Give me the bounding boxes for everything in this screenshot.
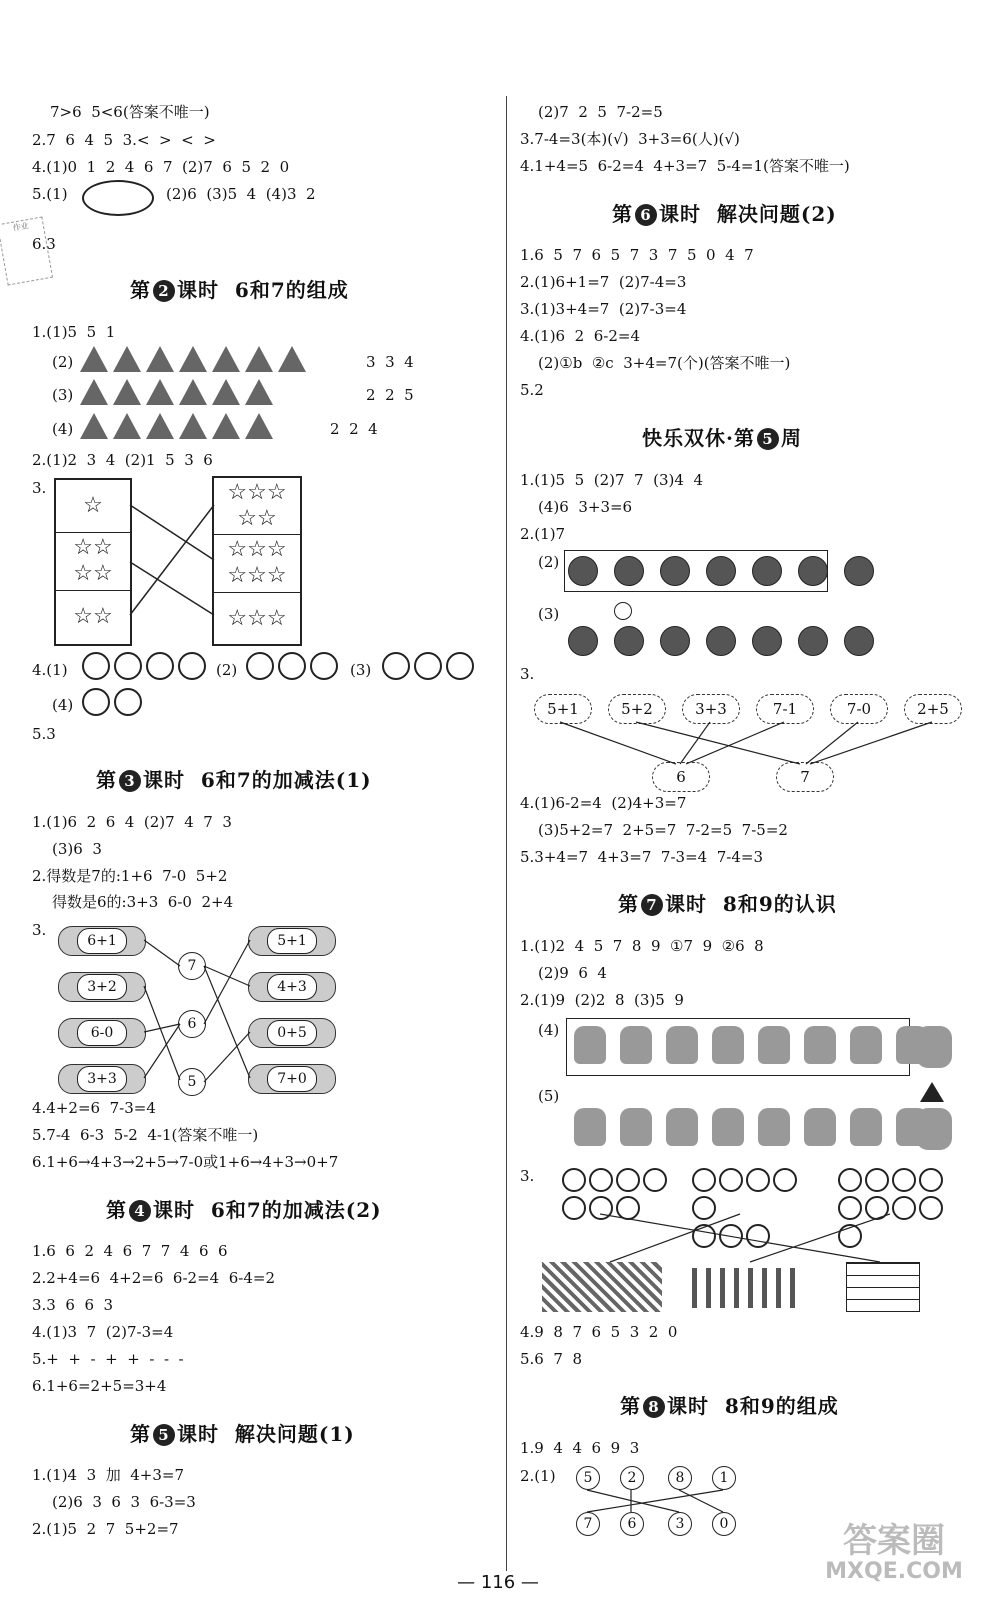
answer-line: (2)6 3 6 3 6-3=3 bbox=[52, 1493, 196, 1511]
snail-icon: 8 bbox=[668, 1466, 692, 1490]
answer-line: (4) bbox=[538, 1021, 560, 1039]
boat-card: 5+2 bbox=[608, 694, 666, 724]
answer-line: 2 2 4 bbox=[330, 420, 378, 438]
section-heading: 第 3 课时 6和7的加减法(1) bbox=[96, 768, 372, 792]
carrot-card: 0+5 bbox=[248, 1018, 336, 1048]
answer-line: (2)①b ②c 3+4=7(个)(答案不唯一) bbox=[538, 354, 791, 372]
section-heading: 第 7 课时 8和9的认识 bbox=[618, 892, 837, 916]
carrot-card: 6-0 bbox=[58, 1018, 146, 1048]
answer-line: 4.(1) bbox=[32, 661, 68, 679]
answer-line: (3) bbox=[350, 661, 372, 679]
watermark-text: 答案圈 bbox=[843, 1521, 945, 1561]
carrot-card: 3+2 bbox=[58, 972, 146, 1002]
answer-line: 6.1+6=2+5=3+4 bbox=[32, 1377, 167, 1395]
answer-line: 3. bbox=[520, 1167, 535, 1185]
star-cell: ☆☆☆ ☆☆ bbox=[227, 480, 287, 531]
boat-card: 2+5 bbox=[904, 694, 962, 724]
carrot-card: 7+0 bbox=[248, 1064, 336, 1094]
section-heading: 第 4 课时 6和7的加减法(2) bbox=[106, 1198, 382, 1222]
answer-line: 1.(1)4 3 加 4+3=7 bbox=[32, 1466, 185, 1484]
boat-card: 7-1 bbox=[756, 694, 814, 724]
snail-lines bbox=[520, 0, 970, 1575]
answer-line: 5.+ + - + + - - - bbox=[32, 1350, 184, 1368]
section-heading: 快乐双休·第 5 周 bbox=[642, 426, 802, 450]
column-divider bbox=[506, 96, 507, 1571]
answer-line: 5.6 7 8 bbox=[520, 1350, 583, 1368]
answer-line: 1.(1)2 4 5 7 8 9 ①7 9 ②6 8 bbox=[520, 937, 764, 955]
section-heading: 第 6 课时 解决问题(2) bbox=[612, 202, 837, 226]
answer-line: (2) bbox=[216, 661, 238, 679]
answer-line: 4.(1)3 7 (2)7-3=4 bbox=[32, 1323, 174, 1341]
answer-line: 2.(1)9 (2)2 8 (3)5 9 bbox=[520, 991, 684, 1009]
snail-icon: 0 bbox=[712, 1512, 736, 1536]
bunny-icon: 5 bbox=[178, 1068, 206, 1096]
star-cell: ☆ bbox=[83, 493, 103, 518]
answer-line: 2.(1)5 2 7 5+2=7 bbox=[32, 1520, 179, 1538]
carrot-card: 5+1 bbox=[248, 926, 336, 956]
answer-line: 2.2+4=6 4+2=6 6-2=4 6-4=2 bbox=[32, 1269, 275, 1287]
answer-line: (3) bbox=[538, 605, 560, 623]
stamp-mark: 作业 bbox=[0, 216, 53, 285]
answer-line: (3) bbox=[52, 386, 74, 404]
left-column bbox=[30, 0, 490, 1575]
answer-line: 7>6 5<6(答案不唯一) bbox=[50, 103, 210, 121]
answer-line: 1.6 5 7 6 5 7 3 7 5 0 4 7 bbox=[520, 246, 754, 264]
snail-icon: 6 bbox=[620, 1512, 644, 1536]
page-footer: — 116 — bbox=[457, 1572, 539, 1593]
answer-line: (4) bbox=[52, 696, 74, 714]
answer-line: 1.(1)5 5 (2)7 7 (3)4 4 bbox=[520, 471, 703, 489]
answer-line: 1.6 6 2 4 6 7 7 4 6 6 bbox=[32, 1242, 228, 1260]
answer-line: 2.(1)7 bbox=[520, 525, 566, 543]
answer-line: 3. bbox=[520, 665, 535, 683]
star-cell: ☆☆☆ ☆☆☆ bbox=[214, 534, 300, 593]
answer-line: 5.3+4=7 4+3=7 7-3=4 7-4=3 bbox=[520, 848, 763, 866]
answer-line: 1.(1)6 2 6 4 (2)7 4 7 3 bbox=[32, 813, 232, 831]
carrot-card: 4+3 bbox=[248, 972, 336, 1002]
answer-line: (2) bbox=[538, 553, 560, 571]
carrot-card: 3+3 bbox=[58, 1064, 146, 1094]
boat-card: 7-0 bbox=[830, 694, 888, 724]
answer-line: (4) bbox=[52, 420, 74, 438]
answer-line: 2.7 6 4 5 3.< > < > bbox=[32, 131, 216, 149]
section-heading: 第 2 课时 6和7的组成 bbox=[130, 278, 349, 302]
answer-line: 4.1+4=5 6-2=4 4+3=7 5-4=1(答案不唯一) bbox=[520, 157, 850, 175]
answer-line: 3.3 6 6 3 bbox=[32, 1296, 114, 1314]
answer-line: 5.7-4 6-3 5-2 4-1(答案不唯一) bbox=[32, 1126, 259, 1144]
answer-line: 得数是6的:3+3 6-0 2+4 bbox=[52, 893, 234, 911]
answer-line: 5.2 bbox=[520, 381, 544, 399]
answer-line: 3.(1)3+4=7 (2)7-3=4 bbox=[520, 300, 687, 318]
answer-line: 2 2 5 bbox=[366, 386, 414, 404]
section-heading: 第 8 课时 8和9的组成 bbox=[620, 1394, 839, 1418]
answer-line: 1.(1)5 5 1 bbox=[32, 323, 116, 341]
answer-line: 3.7-4=3(本)(√) 3+3=6(人)(√) bbox=[520, 130, 740, 148]
answer-line: (4)6 3+3=6 bbox=[538, 498, 633, 516]
snail-icon: 1 bbox=[712, 1466, 736, 1490]
snail-icon: 2 bbox=[620, 1466, 644, 1490]
answer-line: 2.(1) bbox=[520, 1467, 556, 1485]
snail-icon: 7 bbox=[576, 1512, 600, 1536]
answer-line: 3. bbox=[32, 479, 47, 497]
answer-line: (5) bbox=[538, 1087, 560, 1105]
answer-line: 3. bbox=[32, 921, 47, 939]
snail-icon: 3 bbox=[668, 1512, 692, 1536]
answer-line: 5.(1) bbox=[32, 185, 68, 203]
answer-line: 2.得数是7的:1+6 7-0 5+2 bbox=[32, 867, 228, 885]
answer-line: 2.(1)2 3 4 (2)1 5 3 6 bbox=[32, 451, 213, 469]
answer-line: 5.3 bbox=[32, 725, 56, 743]
answer-line: (3)5+2=7 2+5=7 7-2=5 7-5=2 bbox=[538, 821, 788, 839]
bunny-icon: 7 bbox=[178, 952, 206, 980]
page-number: 116 bbox=[480, 1572, 516, 1593]
boat-card: 3+3 bbox=[682, 694, 740, 724]
carrot-card: 6+1 bbox=[58, 926, 146, 956]
answer-line: 2.(1)6+1=7 (2)7-4=3 bbox=[520, 273, 687, 291]
boat-target: 7 bbox=[776, 762, 834, 792]
answer-line: 4.(1)6-2=4 (2)4+3=7 bbox=[520, 794, 687, 812]
answer-line: (2)6 (3)5 4 (4)3 2 bbox=[166, 185, 316, 203]
snail-icon: 5 bbox=[576, 1466, 600, 1490]
answer-line: (2)9 6 4 bbox=[538, 964, 607, 982]
bunny-icon: 6 bbox=[178, 1010, 206, 1038]
boat-card: 5+1 bbox=[534, 694, 592, 724]
right-column bbox=[520, 0, 970, 1575]
star-cell: ☆☆ bbox=[56, 590, 130, 643]
answer-line: 4.9 8 7 6 5 3 2 0 bbox=[520, 1323, 678, 1341]
answer-line: 4.(1)0 1 2 4 6 7 (2)7 6 5 2 0 bbox=[32, 158, 290, 176]
answer-line: 6.1+6→4+3→2+5→7-0或1+6→4+3→0+7 bbox=[32, 1153, 339, 1171]
watermark-url: MXQE.COM bbox=[825, 1559, 963, 1584]
boat-target: 6 bbox=[652, 762, 710, 792]
section-heading: 第 5 课时 解决问题(1) bbox=[130, 1422, 355, 1446]
answer-line: 4.4+2=6 7-3=4 bbox=[32, 1099, 156, 1117]
answer-line: 4.(1)6 2 6-2=4 bbox=[520, 327, 640, 345]
answer-line: (3)6 3 bbox=[52, 840, 102, 858]
star-cell: ☆☆☆ bbox=[214, 592, 300, 645]
answer-line: 3 3 4 bbox=[366, 353, 414, 371]
answer-line: (2) bbox=[52, 353, 74, 371]
star-cell: ☆☆ ☆☆ bbox=[56, 532, 130, 593]
answer-line: (2)7 2 5 7-2=5 bbox=[538, 103, 663, 121]
answer-line: 1.9 4 4 6 9 3 bbox=[520, 1439, 640, 1457]
answer-line: 6.3 bbox=[32, 235, 56, 253]
